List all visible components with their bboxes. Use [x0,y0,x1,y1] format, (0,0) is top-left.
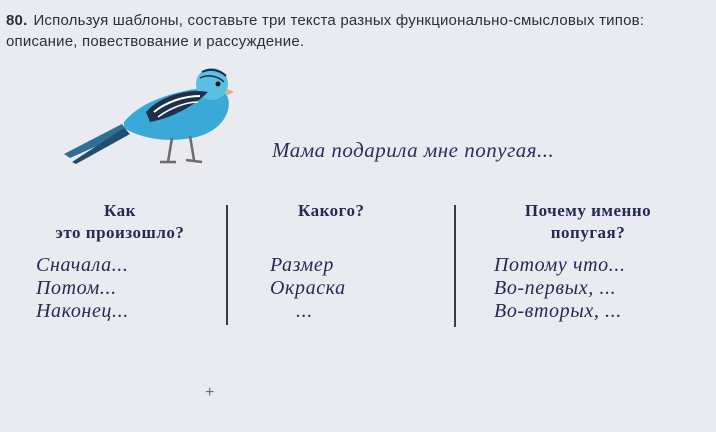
budgerigar-icon [62,62,242,172]
column-heading: Какого? [298,201,365,220]
column-how [20,200,220,323]
list-item: ... [296,300,313,322]
column-heading: Как это произошло? [55,201,185,242]
task-instruction: Используя шаблоны, составьте три текста разных функционально-смысловых типов: описание, повествование и рассуждение. [6,12,645,50]
column-items [468,254,708,323]
list-item: Размер [270,254,335,276]
task-number: 80. [6,12,28,29]
plus-mark: + [205,384,215,401]
list-item: Окраска [270,277,346,299]
column-what-kind [262,200,452,323]
task-text [6,10,706,52]
column-why [468,200,708,323]
column-divider [454,205,456,327]
list-item: Во-первых, ... [494,277,617,299]
column-items [262,254,452,323]
column-items [20,254,220,323]
list-item: Наконец... [36,300,129,322]
column-divider [226,205,228,325]
list-item: Потом... [36,277,117,299]
column-heading: Почему именно попугая? [524,201,652,242]
story-prompt: Мама подарила мне попугая... [272,138,555,162]
list-item: Во-вторых, ... [494,300,622,322]
list-item: Потому что... [494,254,626,276]
list-item: Сначала... [36,254,129,276]
